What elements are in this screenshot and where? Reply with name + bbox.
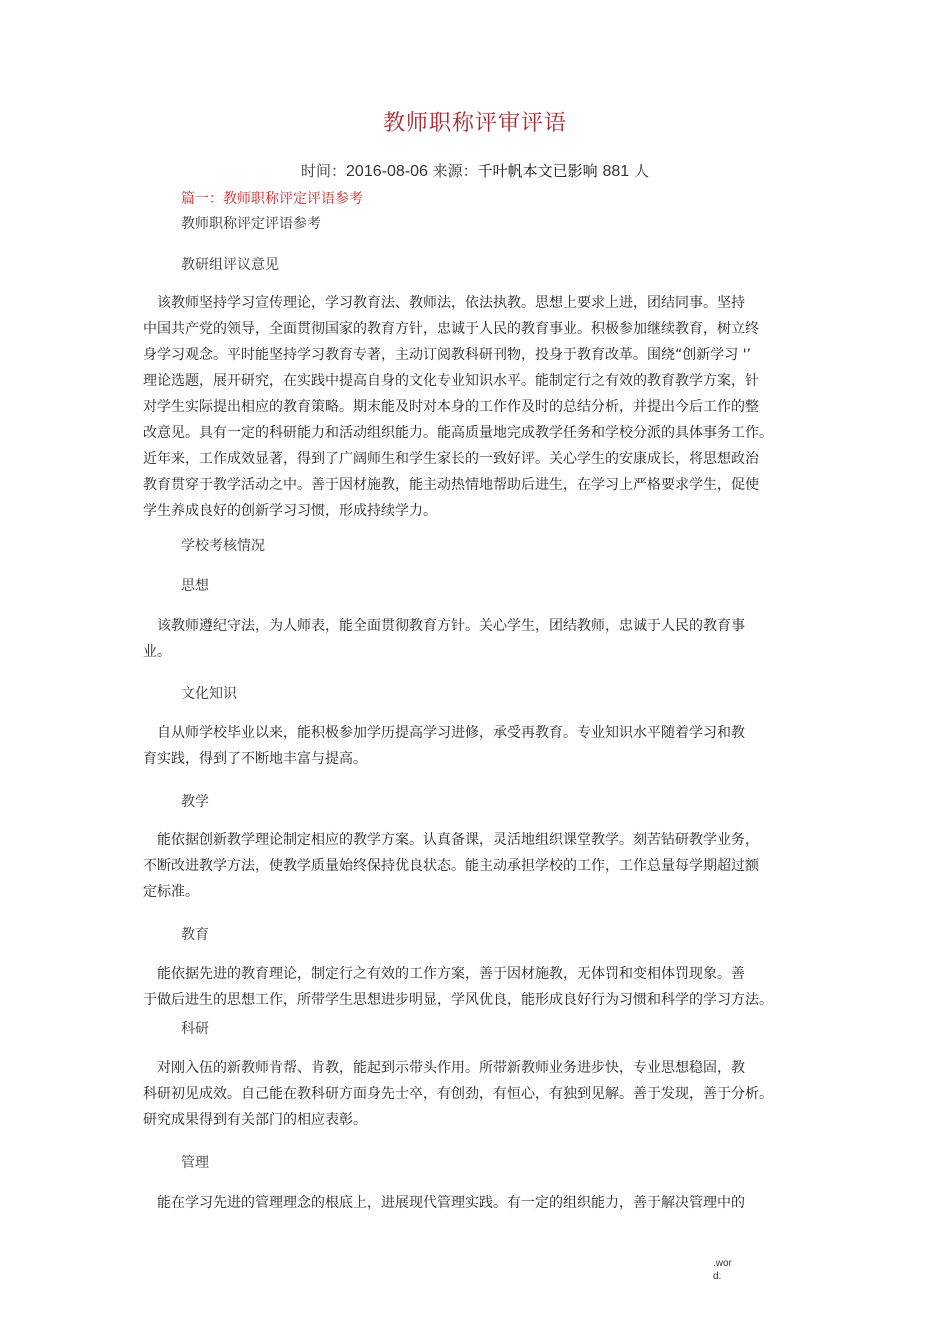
paragraph-line: 能在学习先进的管理理念的根底上，进展现代管理实践。有一定的组织能力，善于解决管理中的	[143, 1195, 745, 1211]
paragraph-line: 身学习观念。平时能坚持学习教育专著，主动订阅教科研刊物，投身于教育改革。围绕“创新学习 '’	[143, 347, 751, 363]
paragraph-line: 学生养成良好的创新学习习惯，形成持续学力。	[143, 503, 437, 519]
paragraph-teaching	[143, 827, 823, 905]
paragraph-line: 自从师学校毕业以来，能积极参加学历提高学习进修，承受再教育。专业知识水平随着学习和教	[143, 725, 745, 741]
meta-time-label: 时间：	[301, 162, 347, 180]
meta-source: 千叶帆本文已影响	[477, 162, 598, 180]
footer-line: .wor	[713, 1258, 732, 1269]
heading-thought: 思想	[181, 578, 209, 594]
heading-research: 科研	[181, 1021, 209, 1037]
heading-group-review: 教研组评议意见	[181, 257, 279, 273]
meta-view-suffix: 人	[633, 162, 649, 180]
paragraph-line: 改意见。具有一定的科研能力和活动组织能力。能高质量地完成教学任务和学校分派的具体事务工作。	[143, 425, 773, 441]
paragraph-culture	[143, 720, 823, 772]
paragraph-line: 于做后进生的思想工作，所带学生思想进步明显，学风优良，能形成良好行为习惯和科学的学习方法。	[143, 992, 773, 1008]
heading-management: 管理	[181, 1155, 209, 1171]
paragraph-line: 理论选题，展开研究，在实践中提高自身的文化专业知识水平。能制定行之有效的教育教学方案，针	[143, 373, 759, 389]
meta-view-count: 881	[602, 163, 630, 180]
paragraph-line: 近年来，工作成效显著，得到了广阔师生和学生家长的一致好评。关心学生的安康成长，将思想政治	[143, 451, 759, 467]
paragraph-line: 定标准。	[143, 884, 199, 900]
paragraph-group-review	[143, 290, 823, 524]
footer-line: d.	[713, 1271, 722, 1282]
heading-school-assessment: 学校考核情况	[181, 538, 265, 554]
paragraph-line: 对刚入伍的新教师肯帮、肯教，能起到示带头作用。所带新教师业务进步快，专业思想稳固，教	[143, 1060, 745, 1076]
paragraph-line: 能依据创新教学理论制定相应的教学方案。认真备课，灵活地组织课堂教学。刻苦钻研教学业务，	[143, 832, 759, 848]
paragraph-thought	[143, 613, 823, 665]
paragraph-research	[143, 1055, 823, 1133]
heading-culture: 文化知识	[181, 686, 237, 702]
paragraph-line: 能依据先进的教育理论，制定行之有效的工作方案，善于因材施教，无体罚和变相体罚现象。善	[143, 966, 745, 982]
paragraph-line: 该教师遵纪守法，为人师表，能全面贯彻教育方针。关心学生，团结教师，忠诚于人民的教育事	[143, 618, 745, 634]
paragraph-line: 科研初见成效。自己能在教科研方面身先士卒，有创劲，有恒心，有独到见解。善于发现，善于分析。	[143, 1086, 773, 1102]
heading-teaching: 教学	[181, 794, 209, 810]
paragraph-line: 中国共产党的领导，全面贯彻国家的教育方针，忠诚于人民的教育事业。积极参加继续教育，树立终	[143, 321, 759, 337]
subtitle: 教师职称评定评语参考	[181, 216, 321, 232]
meta-source-label: 来源：	[432, 162, 478, 180]
paragraph-line: 业。	[143, 644, 171, 660]
meta-date: 2016-08-06	[346, 163, 428, 180]
paragraph-line: 不断改进教学方法，使教学质量始终保持优良状态。能主动承担学校的工作，工作总量每学期超过额	[143, 858, 759, 874]
paragraph-line: 该教师坚持学习宣传理论，学习教育法、教师法，依法执教。思想上要求上进，团结同事。坚持	[143, 295, 745, 311]
paragraph-line: 育实践，得到了不断地丰富与提高。	[143, 751, 367, 767]
paragraph-management	[143, 1190, 823, 1216]
heading-education: 教育	[181, 927, 209, 943]
paragraph-line: 教育贯穿于教学活动之中。善于因材施教，能主动热情地帮助后进生，在学习上严格要求学生，促使	[143, 477, 759, 493]
document-title: 教师职称评审评语	[382, 111, 567, 136]
article-meta	[0, 160, 950, 181]
paragraph-line: 对学生实际提出相应的教育策略。期末能及时对本身的工作作及时的总结分析，并提出今后工作的整	[143, 399, 759, 415]
page-footer	[713, 1257, 732, 1283]
section-one-heading[interactable]: 篇一：教师职称评定评语参考	[181, 191, 363, 207]
paragraph-education	[143, 961, 823, 1013]
paragraph-line: 研究成果得到有关部门的相应表彰。	[143, 1112, 367, 1128]
